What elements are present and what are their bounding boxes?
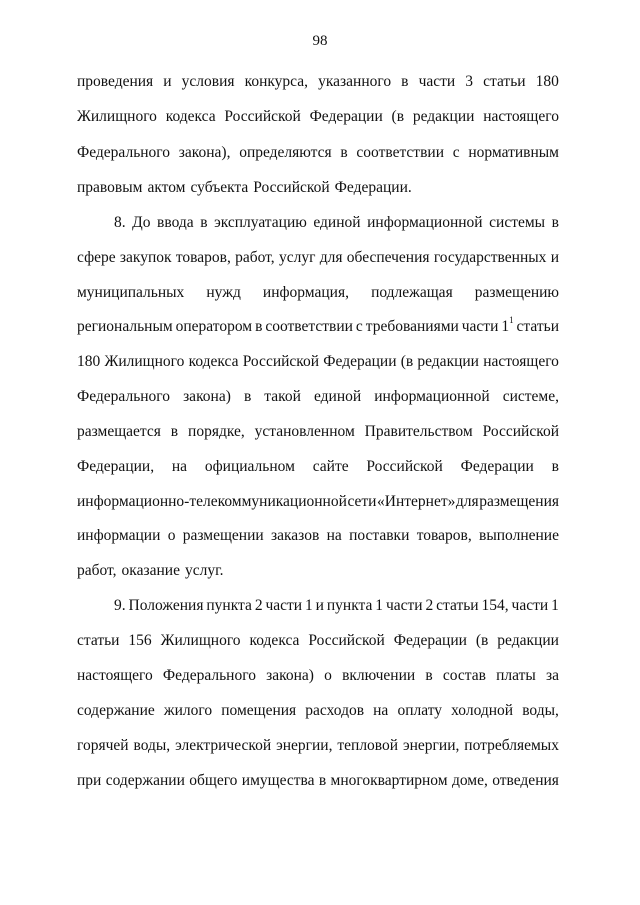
word: услуг. bbox=[184, 562, 224, 579]
text-line bbox=[77, 73, 559, 91]
word: многоквартирном bbox=[330, 772, 448, 789]
word: отведения bbox=[492, 772, 559, 789]
word: и bbox=[550, 249, 559, 266]
word: государственных bbox=[433, 249, 547, 266]
word: в bbox=[425, 667, 433, 684]
word: в bbox=[551, 214, 559, 231]
word: региональным bbox=[77, 318, 173, 335]
word: работ, bbox=[77, 562, 117, 579]
word: системе, bbox=[502, 388, 559, 405]
word: в bbox=[318, 772, 327, 789]
word: Российской bbox=[224, 108, 301, 125]
word: при bbox=[77, 772, 102, 789]
word: Российской bbox=[308, 632, 385, 649]
word: единой bbox=[313, 388, 362, 405]
word: Положения bbox=[128, 597, 204, 614]
word: проведения bbox=[77, 73, 154, 90]
word: информационной bbox=[374, 388, 490, 405]
word: в bbox=[200, 214, 208, 231]
word: электрической bbox=[175, 737, 272, 754]
superscript: 1 bbox=[509, 314, 514, 325]
word: пункта bbox=[326, 597, 373, 614]
word: в bbox=[243, 388, 252, 405]
word: 3 bbox=[465, 73, 474, 90]
text-line bbox=[114, 214, 559, 232]
word: Жилищного bbox=[104, 353, 185, 370]
text-line bbox=[77, 493, 559, 511]
word: информационно-телекоммуникационной bbox=[77, 493, 347, 510]
word: редакции bbox=[497, 632, 559, 649]
word: Федерации bbox=[460, 458, 534, 475]
word: Жилищного bbox=[160, 632, 241, 649]
word: оплату bbox=[397, 702, 443, 719]
word: заказов bbox=[270, 527, 320, 544]
word: До bbox=[132, 214, 151, 231]
word: Федерации. bbox=[334, 179, 412, 196]
word: поставки bbox=[349, 527, 410, 544]
word: горячей bbox=[77, 737, 129, 754]
word: (в bbox=[475, 632, 489, 649]
word: доме, bbox=[451, 772, 488, 789]
word: сайте bbox=[312, 458, 349, 475]
word: закупок bbox=[119, 249, 172, 266]
text-line bbox=[77, 423, 559, 441]
word: 8. bbox=[114, 214, 126, 231]
word: 2 bbox=[254, 597, 263, 614]
word: в bbox=[170, 423, 179, 440]
word: размещения bbox=[479, 493, 559, 510]
word: жилого bbox=[163, 702, 213, 719]
word: соответствии bbox=[265, 318, 353, 335]
word: Федерации bbox=[309, 108, 383, 125]
word: воды, bbox=[133, 737, 171, 754]
word: 2 bbox=[425, 597, 434, 614]
word: платы bbox=[496, 667, 536, 684]
word: включении bbox=[342, 667, 416, 684]
word: выполнение bbox=[479, 527, 559, 544]
word: Жилищного bbox=[77, 108, 157, 125]
word: воды, bbox=[522, 702, 559, 719]
word: с bbox=[355, 318, 363, 335]
word: и bbox=[315, 597, 324, 614]
word: 156 bbox=[128, 632, 152, 649]
word: статьи bbox=[483, 73, 526, 90]
word: содержание bbox=[77, 702, 155, 719]
word: субъекта bbox=[190, 179, 249, 196]
text-line bbox=[77, 702, 559, 720]
word: сфере bbox=[77, 249, 116, 266]
word: Федерации bbox=[393, 632, 467, 649]
word: с bbox=[452, 144, 460, 161]
word: о bbox=[167, 527, 176, 544]
word: Российской bbox=[242, 353, 320, 370]
word: Правительством bbox=[364, 423, 473, 440]
word: на bbox=[326, 527, 342, 544]
word: (в bbox=[391, 108, 405, 125]
word: за bbox=[545, 667, 559, 684]
word: подлежащая bbox=[371, 284, 453, 301]
word: 1 bbox=[305, 597, 313, 614]
word: закона), bbox=[178, 144, 231, 161]
word: 180 bbox=[77, 353, 101, 370]
text-line bbox=[77, 144, 559, 162]
word: единой bbox=[313, 214, 361, 231]
text-line bbox=[114, 597, 559, 615]
word: энергии, bbox=[402, 737, 460, 754]
word: нормативным bbox=[468, 144, 559, 161]
text-line bbox=[77, 772, 559, 790]
word: настоящего bbox=[483, 353, 559, 370]
word: состав bbox=[442, 667, 486, 684]
text-line bbox=[77, 353, 559, 371]
word: на bbox=[373, 702, 389, 719]
word: статьи bbox=[436, 597, 479, 614]
word: конкурса, bbox=[244, 73, 309, 90]
word: системы bbox=[489, 214, 546, 231]
word: требованиями bbox=[365, 318, 459, 335]
text-line bbox=[77, 108, 559, 126]
text-line bbox=[77, 284, 559, 302]
word: 1 bbox=[551, 597, 559, 614]
word: оператором bbox=[175, 318, 253, 335]
word: условия bbox=[181, 73, 235, 90]
word: содержании bbox=[105, 772, 185, 789]
word: для bbox=[319, 249, 343, 266]
word: услуг bbox=[278, 249, 316, 266]
text-line bbox=[77, 562, 559, 580]
word: закона) bbox=[183, 388, 231, 405]
word: Федерации bbox=[323, 353, 397, 370]
word: эксплуатацию bbox=[214, 214, 307, 231]
word: актом bbox=[147, 179, 186, 196]
word: холодной bbox=[451, 702, 514, 719]
word: общего bbox=[189, 772, 238, 789]
word: энергии, bbox=[276, 737, 333, 754]
word: Российской bbox=[366, 458, 443, 475]
word: оказание bbox=[121, 562, 180, 579]
word: в bbox=[340, 144, 348, 161]
word: размещении bbox=[182, 527, 264, 544]
word: официальном bbox=[204, 458, 295, 475]
word: кодекса bbox=[188, 353, 239, 370]
word: сети bbox=[347, 493, 377, 510]
word: определяются bbox=[239, 144, 332, 161]
word: о bbox=[324, 667, 332, 684]
word: статьи bbox=[77, 632, 120, 649]
word: части bbox=[385, 597, 423, 614]
word: на bbox=[171, 458, 188, 475]
word: кодекса bbox=[165, 108, 216, 125]
word: редакции bbox=[412, 108, 475, 125]
text-line bbox=[77, 632, 559, 650]
word: 180 bbox=[535, 73, 559, 90]
word: информации bbox=[77, 527, 161, 544]
word: настоящего bbox=[77, 667, 153, 684]
word: 1 bbox=[375, 597, 384, 614]
word: работ, bbox=[235, 249, 275, 266]
word: в bbox=[255, 318, 263, 335]
word: информация, bbox=[262, 284, 349, 301]
word: муниципальных bbox=[77, 284, 185, 301]
text-line bbox=[77, 737, 559, 755]
word: «Интернет» bbox=[377, 493, 456, 510]
word: части bbox=[265, 597, 303, 614]
text-line bbox=[77, 249, 559, 267]
page-number: 98 bbox=[312, 33, 328, 49]
word: $1^1$ bbox=[501, 314, 514, 335]
word: в bbox=[551, 458, 559, 475]
word: обеспечения bbox=[346, 249, 430, 266]
word: части bbox=[461, 318, 499, 335]
word: статьи bbox=[516, 318, 559, 335]
word: и bbox=[163, 73, 172, 90]
word: тепловой bbox=[337, 737, 399, 754]
word: потребляемых bbox=[464, 737, 559, 754]
word: Российской bbox=[482, 423, 559, 440]
word: Российской bbox=[253, 179, 330, 196]
word: размещается bbox=[77, 423, 161, 440]
word: 154, bbox=[481, 597, 509, 614]
word: соответствии bbox=[356, 144, 444, 161]
word: ввода bbox=[157, 214, 194, 231]
word: части bbox=[511, 597, 549, 614]
word: Федерации, bbox=[77, 458, 155, 475]
word: помещения bbox=[221, 702, 297, 719]
word: Федерального bbox=[162, 667, 256, 684]
word: для bbox=[455, 493, 479, 510]
word: части bbox=[418, 73, 456, 90]
word: расходов bbox=[305, 702, 365, 719]
word: товаров, bbox=[175, 249, 231, 266]
word: информационной bbox=[367, 214, 483, 231]
word: настоящего bbox=[483, 108, 559, 125]
word: Федерального bbox=[77, 388, 171, 405]
word: указанного bbox=[318, 73, 392, 90]
text-line bbox=[77, 527, 559, 545]
word: пункта bbox=[206, 597, 252, 614]
text-line bbox=[77, 314, 559, 336]
word: правовым bbox=[77, 179, 143, 196]
word: товаров, bbox=[416, 527, 472, 544]
word: редакции bbox=[417, 353, 479, 370]
word: нужд bbox=[206, 284, 241, 301]
text-line bbox=[77, 179, 559, 197]
word: в bbox=[401, 73, 409, 90]
word: закона) bbox=[266, 667, 314, 684]
word: порядке, bbox=[188, 423, 245, 440]
word: кодекса bbox=[249, 632, 300, 649]
word: Федерального bbox=[77, 144, 171, 161]
word: установленном bbox=[254, 423, 355, 440]
word: имущества bbox=[241, 772, 315, 789]
word: (в bbox=[400, 353, 414, 370]
word: размещению bbox=[474, 284, 559, 301]
text-line bbox=[77, 667, 559, 685]
text-line bbox=[77, 458, 559, 476]
word: 9. bbox=[114, 597, 126, 614]
text-line bbox=[77, 388, 559, 406]
word: такой bbox=[264, 388, 301, 405]
